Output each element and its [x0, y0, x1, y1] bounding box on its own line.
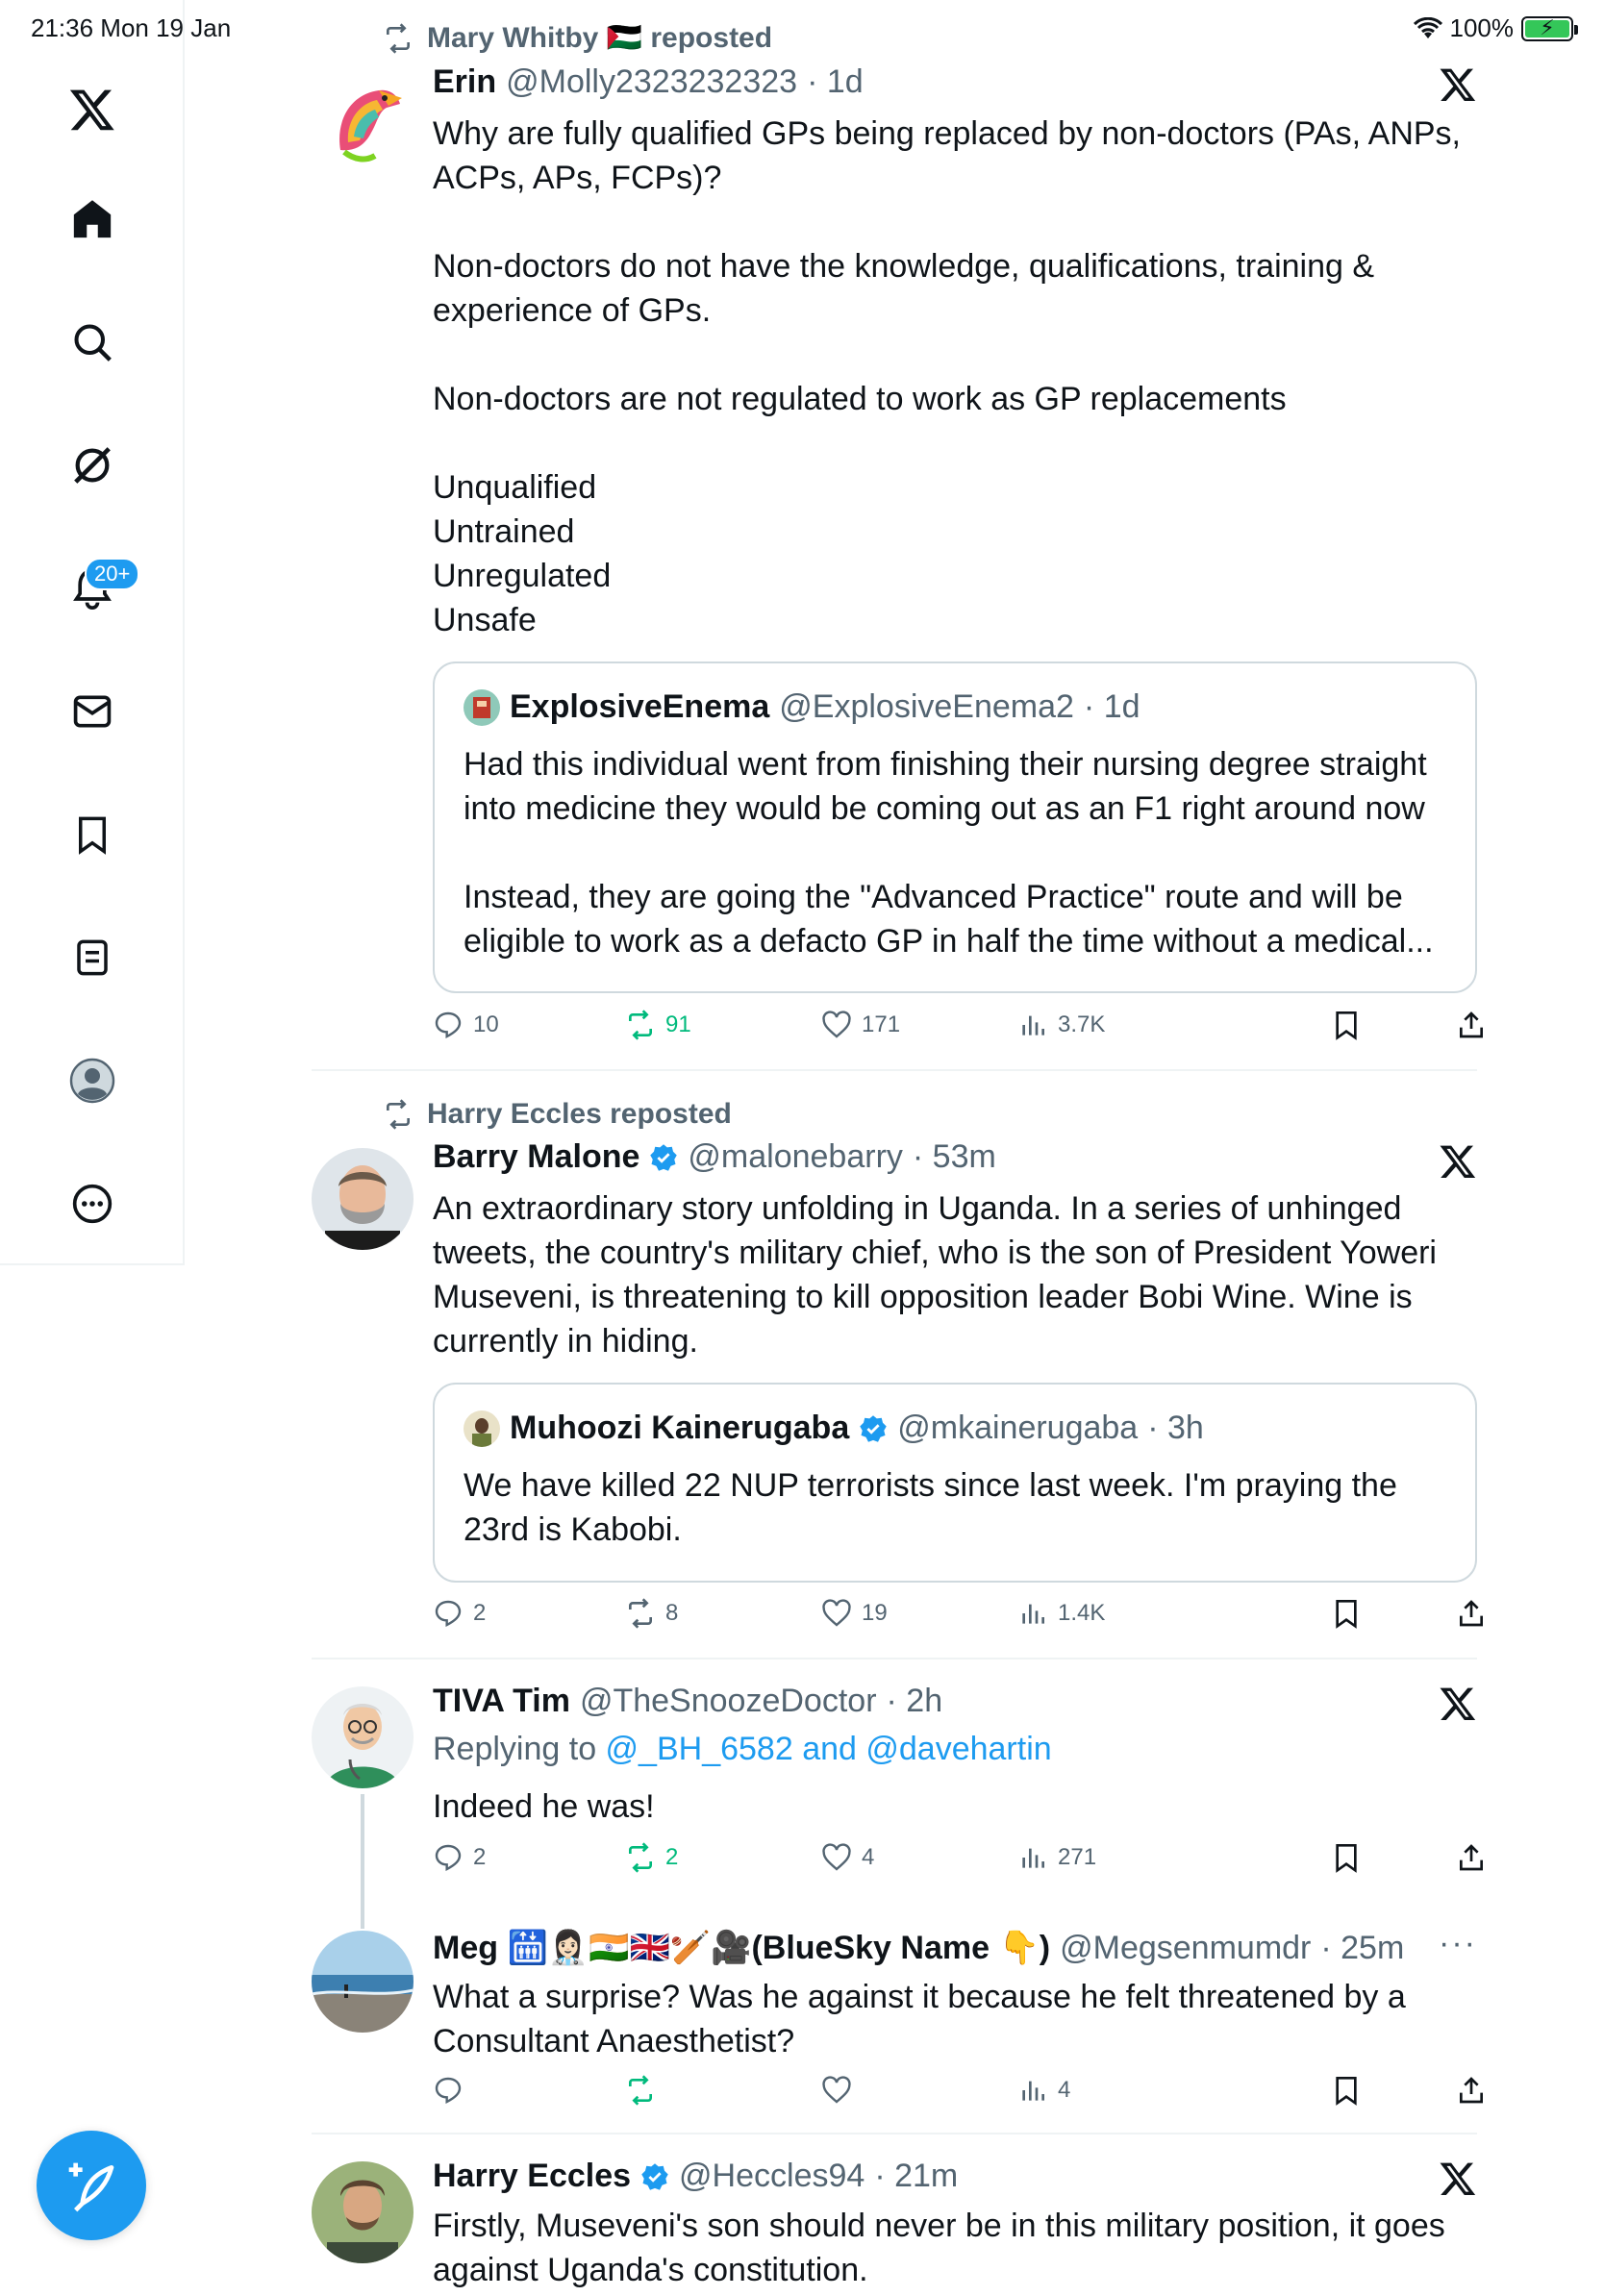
- avatar[interactable]: [312, 2161, 414, 2263]
- bookmark-button[interactable]: [1331, 1842, 1362, 1873]
- share-button[interactable]: [1456, 1598, 1487, 1629]
- views-icon: [1017, 1598, 1048, 1629]
- battery-icon: ⚡: [1521, 16, 1573, 41]
- like-button[interactable]: [821, 1598, 888, 1629]
- quoted-post[interactable]: [433, 661, 1477, 993]
- view-count: 271: [1058, 1844, 1097, 1870]
- like-button[interactable]: [821, 1010, 900, 1040]
- author-name[interactable]: TIVA Tim: [433, 1683, 570, 1719]
- avatar[interactable]: [312, 1148, 414, 1250]
- reply-count: 2: [473, 1600, 487, 1626]
- repost-icon: [625, 1598, 656, 1629]
- views-icon: [1017, 1842, 1048, 1873]
- like-count: 171: [862, 1011, 901, 1037]
- author-handle[interactable]: @malonebarry: [688, 1138, 903, 1175]
- quote-author-name: ExplosiveEnema: [510, 688, 770, 725]
- quote-author-handle: @mkainerugaba: [897, 1410, 1139, 1446]
- quote-avatar: [464, 1410, 500, 1447]
- quote-time: · 1d: [1083, 688, 1140, 725]
- repost-indicator: [383, 21, 772, 55]
- quote-author-name: Muhoozi Kainerugaba: [510, 1410, 850, 1446]
- repost-button[interactable]: [625, 2075, 665, 2106]
- bookmark-button[interactable]: [1331, 1598, 1362, 1629]
- repost-label: Harry Eccles reposted: [427, 1098, 732, 1130]
- heart-icon: [821, 2075, 852, 2106]
- replying-to-users[interactable]: @_BH_6582 and @davehartin: [605, 1731, 1052, 1767]
- wifi-icon: [1414, 17, 1442, 40]
- post-actions: [433, 1598, 1394, 1640]
- quote-text: Had this individual went from finishing their nursing degree straight into medicine they would be coming out as an F1 right around now Instead, they are going the "Advanced Practice" route and will be eligible to work as a defacto GP in half the time without a medical...: [464, 746, 1434, 960]
- views-button[interactable]: [1017, 1598, 1105, 1629]
- notifications-badge: 20+: [85, 558, 139, 590]
- views-icon: [1017, 2075, 1048, 2106]
- bookmark-icon: [1331, 1598, 1362, 1629]
- author-name[interactable]: Erin: [433, 63, 497, 100]
- repost-icon: [625, 1842, 656, 1873]
- post-text: Indeed he was!: [433, 1788, 655, 1825]
- post-actions: [433, 1010, 1394, 1052]
- reply-button[interactable]: [433, 1598, 486, 1629]
- battery-percent: 100%: [1449, 13, 1514, 42]
- post-time[interactable]: · 21m: [874, 2158, 959, 2194]
- post-text: Firstly, Museveni's son should never be in this military position, it goes against Uganda's constitution.: [433, 2208, 1445, 2288]
- x-logo-icon: [1439, 1685, 1477, 1723]
- like-count: 19: [862, 1600, 888, 1626]
- reply-icon: [433, 1598, 464, 1629]
- avatar[interactable]: [312, 1686, 414, 1788]
- view-count: 4: [1058, 2077, 1071, 2103]
- bookmarks-icon[interactable]: [63, 806, 121, 863]
- verified-badge-icon: [649, 1143, 678, 1172]
- views-button[interactable]: [1017, 1842, 1096, 1873]
- reply-count: 10: [473, 1011, 499, 1037]
- repost-count: 2: [665, 1844, 679, 1870]
- repost-count: 91: [665, 1011, 691, 1037]
- quote-avatar: [464, 689, 500, 726]
- post-time[interactable]: · 25m: [1320, 1929, 1405, 1966]
- reply-button[interactable]: [433, 2075, 473, 2106]
- repost-icon: [383, 1099, 414, 1130]
- reply-icon: [433, 1842, 464, 1873]
- share-button[interactable]: [1456, 1842, 1487, 1873]
- repost-icon: [625, 1010, 656, 1040]
- x-logo-icon: [1439, 65, 1477, 104]
- views-icon: [1017, 1010, 1048, 1040]
- view-count: 1.4K: [1058, 1600, 1106, 1626]
- x-logo-icon: [1439, 2159, 1477, 2198]
- bookmark-button[interactable]: [1331, 1010, 1362, 1040]
- repost-count: 8: [665, 1600, 679, 1626]
- repost-icon: [383, 23, 414, 54]
- replying-to-prefix: Replying to: [433, 1731, 606, 1767]
- author-name[interactable]: Meg 🛗👩🏻‍⚕️🇮🇳🇬🇧🏏🎥(BlueSky Name 👇): [433, 1930, 1051, 1966]
- author-handle[interactable]: @TheSnoozeDoctor: [579, 1683, 877, 1719]
- bookmark-icon: [1331, 2075, 1362, 2106]
- x-logo-icon[interactable]: [63, 81, 121, 138]
- heart-icon: [821, 1010, 852, 1040]
- lists-icon[interactable]: [63, 929, 121, 986]
- verified-badge-icon: [640, 2162, 669, 2191]
- like-button[interactable]: [821, 1842, 874, 1873]
- like-count: 4: [862, 1844, 875, 1870]
- profile-icon[interactable]: [63, 1052, 121, 1110]
- repost-button[interactable]: [625, 1010, 691, 1040]
- post-time[interactable]: · 2h: [886, 1683, 943, 1719]
- share-button[interactable]: [1456, 2075, 1487, 2106]
- repost-label: Mary Whitby 🇵🇸 reposted: [427, 22, 773, 54]
- search-icon[interactable]: [63, 313, 121, 371]
- quote-author-handle: @ExplosiveEnema2: [779, 688, 1074, 725]
- repost-button[interactable]: [625, 1842, 678, 1873]
- share-icon: [1456, 2075, 1487, 2106]
- compose-post-button[interactable]: [37, 2131, 146, 2240]
- bookmark-button[interactable]: [1331, 2075, 1362, 2106]
- thread-connector: [361, 1794, 364, 1929]
- reply-count: 2: [473, 1844, 487, 1870]
- post-text: An extraordinary story unfolding in Uganda. In a series of unhinged tweets, the country's military chief, who is the son of President Yoweri Museveni, is threatening to kill opposition leader Bobi Wine. Wine is currently in hiding.: [433, 1190, 1437, 1360]
- post-text: What a surprise? Was he against it because he felt threatened by a Consultant Anaesthetist?: [433, 1979, 1406, 2059]
- post-time[interactable]: · 53m: [912, 1138, 996, 1175]
- more-icon[interactable]: [63, 1175, 121, 1233]
- post-text: Why are fully qualified GPs being replaced by non-doctors (PAs, ANPs, ACPs, APs, FCPs)? Non-doctors do not have the knowledge, qualifications, training & experience of GPs. Non-doctors are not regulated to work as GP replacements Unqualified Untrained Unregulated Unsafe: [433, 115, 1461, 638]
- avatar[interactable]: [312, 73, 414, 175]
- replying-to: [433, 1731, 1052, 1768]
- author-name[interactable]: Harry Eccles: [433, 2158, 632, 2194]
- share-button[interactable]: [1456, 1010, 1487, 1040]
- like-button[interactable]: [821, 2075, 862, 2106]
- home-icon[interactable]: [63, 190, 121, 248]
- bookmark-icon: [1331, 1842, 1362, 1873]
- post-actions: [433, 1842, 1394, 1884]
- view-count: 3.7K: [1058, 1011, 1106, 1037]
- sidebar: [0, 0, 185, 1265]
- repost-icon: [625, 2075, 656, 2106]
- heart-icon: [821, 1842, 852, 1873]
- x-logo-icon: [1439, 1142, 1477, 1181]
- quoted-post[interactable]: [433, 1383, 1477, 1583]
- avatar[interactable]: [312, 1931, 414, 2033]
- post-time[interactable]: · 1d: [807, 63, 864, 100]
- author-handle[interactable]: @Heccles94: [679, 2158, 865, 2194]
- heart-icon: [821, 1598, 852, 1629]
- quote-time: · 3h: [1147, 1410, 1204, 1446]
- repost-button[interactable]: [625, 1598, 678, 1629]
- divider: [312, 1658, 1477, 1660]
- share-icon: [1456, 1010, 1487, 1040]
- reply-icon: [433, 1010, 464, 1040]
- reply-button[interactable]: [433, 1842, 486, 1873]
- more-options-icon[interactable]: ···: [1439, 1925, 1477, 1961]
- views-button[interactable]: [1017, 1010, 1105, 1040]
- author-handle[interactable]: @Molly2323232323: [506, 63, 798, 100]
- repost-indicator: [383, 1098, 732, 1131]
- feather-plus-icon: [64, 2159, 118, 2212]
- author-name[interactable]: Barry Malone: [433, 1138, 640, 1175]
- views-button[interactable]: [1017, 2075, 1070, 2106]
- status-right: [1414, 13, 1574, 43]
- divider: [312, 2133, 1477, 2134]
- author-handle[interactable]: @Megsenmumdr: [1060, 1929, 1312, 1966]
- share-icon: [1456, 1842, 1487, 1873]
- verified-badge-icon: [859, 1414, 888, 1443]
- status-time: 21:36 Mon 19 Jan: [31, 13, 232, 42]
- bookmark-icon: [1331, 1010, 1362, 1040]
- share-icon: [1456, 1598, 1487, 1629]
- post-actions: [433, 2075, 1394, 2117]
- grok-icon[interactable]: [63, 437, 121, 494]
- reply-button[interactable]: [433, 1010, 499, 1040]
- reply-icon: [433, 2075, 464, 2106]
- quote-text: We have killed 22 NUP terrorists since last week. I'm praying the 23rd is Kabobi.: [464, 1467, 1397, 1548]
- divider: [312, 1069, 1477, 1071]
- messages-icon[interactable]: [63, 683, 121, 740]
